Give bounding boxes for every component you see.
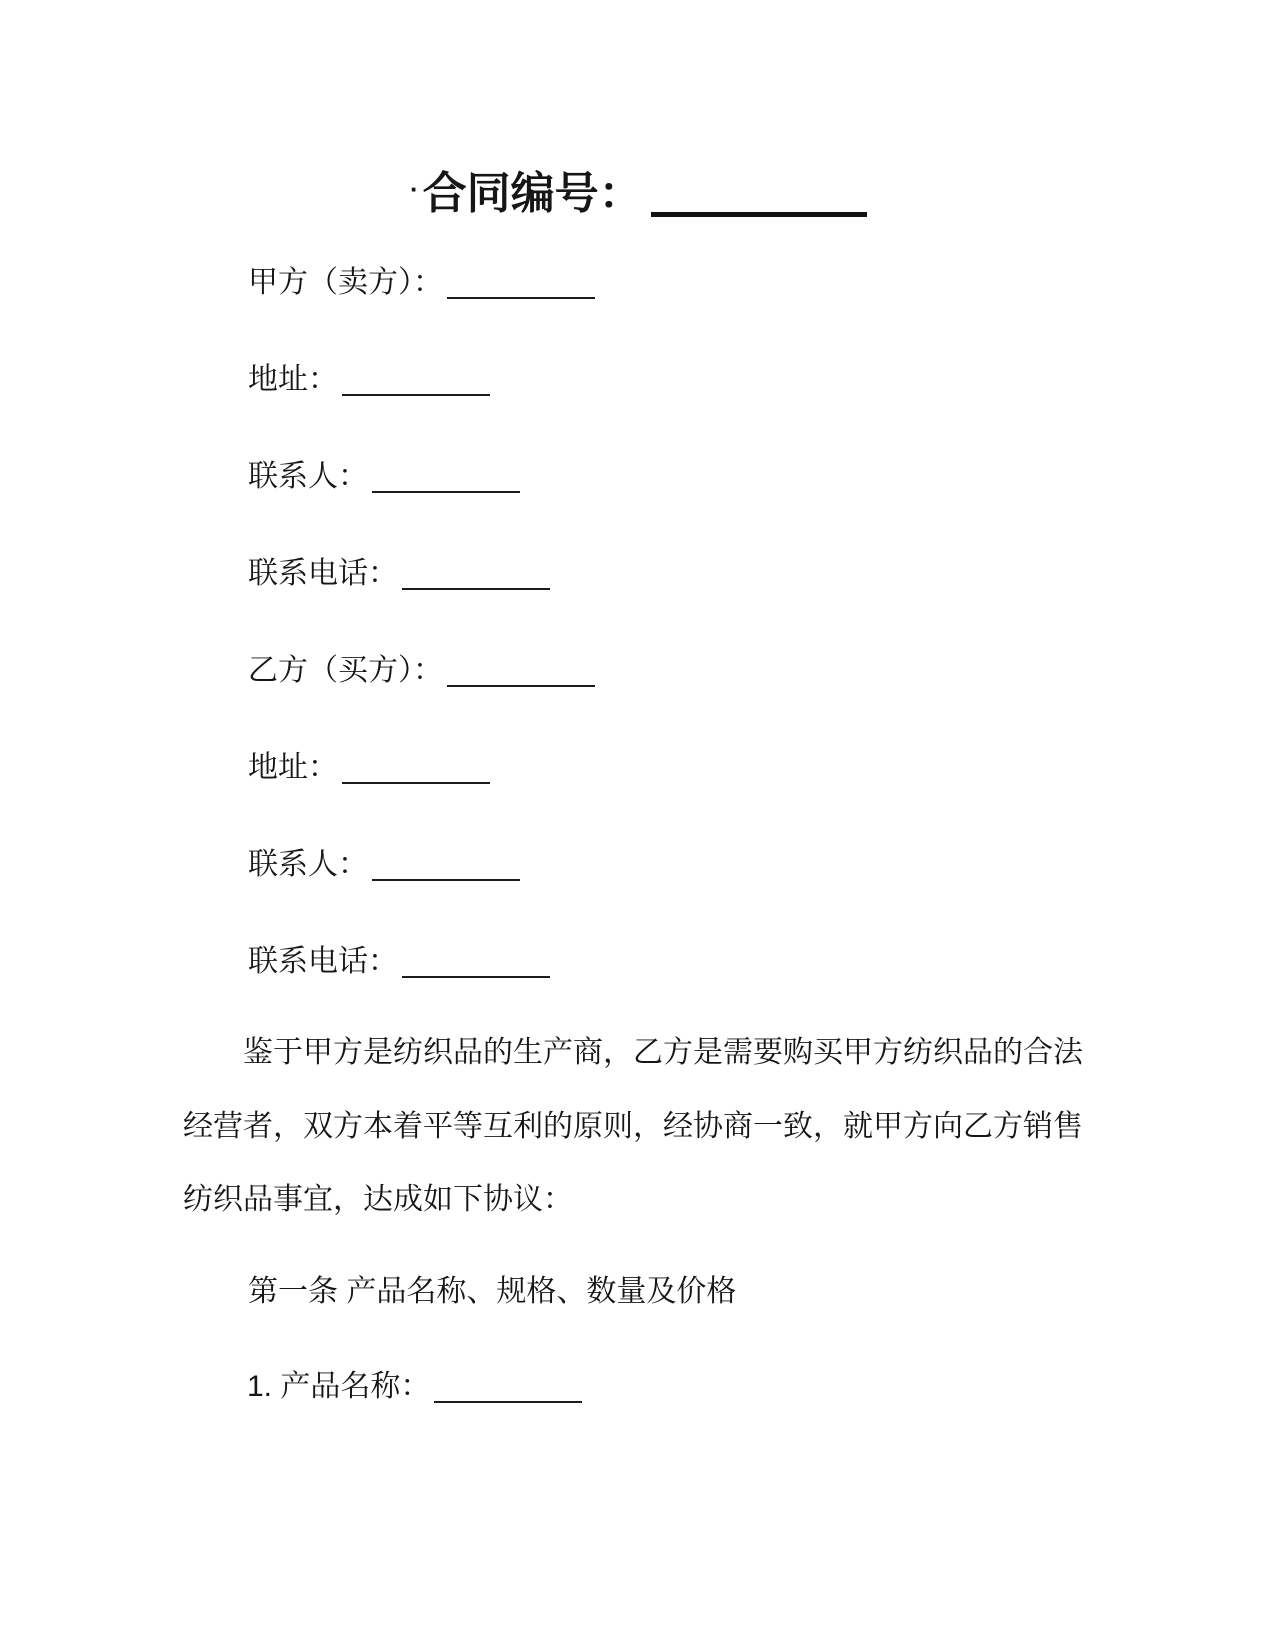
contract-number-title: [410, 163, 867, 220]
field-row: [248, 556, 550, 592]
field-label: 联系电话：: [248, 557, 398, 590]
field-label: 联系人：: [248, 460, 368, 493]
field-label: 联系电话：: [248, 945, 398, 978]
field-row: [248, 750, 490, 786]
field-row: [248, 459, 520, 495]
field-label: 地址：: [248, 751, 338, 784]
field-row: [248, 847, 520, 883]
field-label: 地址：: [248, 363, 338, 396]
contract-number-blank: [651, 212, 867, 217]
field-label: 联系人：: [248, 848, 368, 881]
field-blank-line: [447, 297, 595, 299]
clause-1-heading: 第一条 产品名称、规格、数量及价格: [248, 1275, 737, 1308]
field-blank-line: [372, 879, 520, 881]
preamble-paragraph: 鉴于甲方是纺织品的生产商，乙方是需要购买甲方纺织品的合法经营者，双方本着平等互利的原则，经协商一致，就甲方向乙方销售纺织品事宜，达成如下协议：: [183, 1036, 1083, 1216]
field-blank-line: [342, 394, 490, 396]
field-label: 乙方（买方）：: [248, 654, 443, 687]
product-name-blank: [434, 1401, 582, 1403]
field-blank-line: [402, 588, 550, 590]
field-blank-line: [447, 685, 595, 687]
field-row: [248, 944, 550, 980]
product-name-label: 1. 产品名称：: [247, 1370, 431, 1403]
field-blank-line: [342, 782, 490, 784]
field-row: [248, 265, 595, 301]
bullet-dot: ·: [410, 174, 419, 204]
contract-number-label: 合同编号：: [422, 169, 643, 218]
field-row: [248, 362, 490, 398]
field-blank-line: [402, 976, 550, 978]
field-label: 甲方（卖方）：: [248, 266, 443, 299]
clause-1-item-1: [247, 1369, 582, 1405]
field-blank-line: [372, 491, 520, 493]
field-row: [248, 653, 595, 689]
